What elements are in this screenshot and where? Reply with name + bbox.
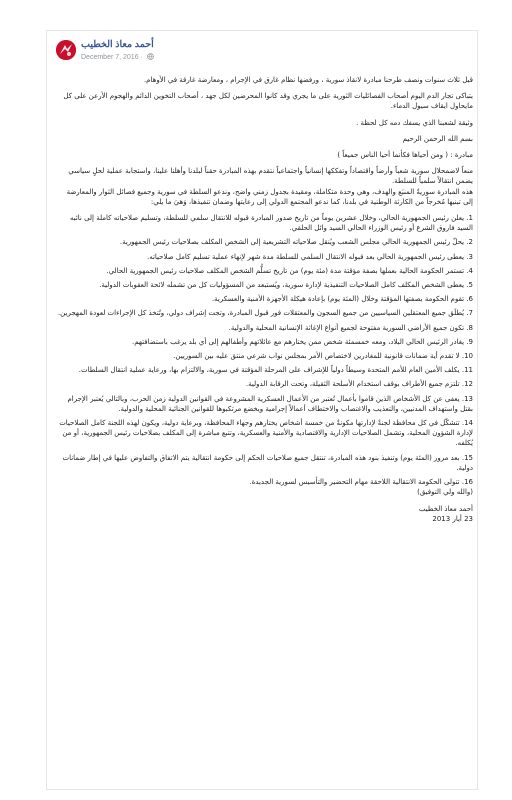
initiative-item: 5. يعطى الشخص المكلف كامل الصلاحيات التنفيذية لإدارة سورية، ويُستبعد من المسؤوليات كل من تشمله لائحة العقوبات الدولية. xyxy=(99,281,473,290)
initiative-item: 4. تستمر الحكومة الحالية بعملها بصفة مؤقتة مدة (مئة يوم) من تاريخ تسلُّم الشخص المكلف صلاحيات رئيس الجمهورية الحالي. xyxy=(106,266,473,275)
intro-paragraph-3: وثيقة لشعبنا الذي يسفك دمه كل لحظة . xyxy=(356,118,473,127)
initiative-item: 11. يكلف الأمين العام للأمم المتحدة وسيطاً دولياً للإشراف على المرحلة المؤقتة في سورية، والالتزام بها، ورعاية عملية انتقال السلطات. xyxy=(78,366,473,375)
author-avatar[interactable] xyxy=(56,40,76,60)
post-meta: December 7, 2016 · xyxy=(81,53,154,61)
author-name[interactable]: أحمد معاذ الخطيب xyxy=(81,39,154,50)
initiative-item: 6. تقوم الحكومة بصفتها المؤقتة وخلال (المئة يوم) بإعادة هيكلة الأجهزة الأمنية والعسكرية. xyxy=(211,295,473,304)
initiative-item: 3. يعطى رئيس الجمهورية الحالي بعد قبوله الانتقال السلمي للسلطة مدة شهر لإنهاء عملية تسليم كامل صلاحياته. xyxy=(146,252,473,261)
initiative-item: 7. يُطلَق جميع المعتقلين السياسيين من جميع السجون والمعتقلات فور قبول المبادرة، وتجت إشراف دولي، وتُتخذ كل الإجراءات لعودة المهجرين. xyxy=(57,309,473,318)
initiative-item: 15. بعد مرور (المئة يوم) وتنفيذ بنود هذه المبادرة، تنتقل جميع صلاحيات الحكم إلى حكومة انتقالية يتم الاتفاق والتفاوض عليها في إطار ضمانات دولية. xyxy=(62,453,473,472)
initiative-item: 16. تتولى الحكومة الانتقالية اللاحقة مهام التحضير والتأسيس لسورية الجديدة. xyxy=(249,478,473,487)
initiative-item: 10. لا تقدم أية ضمانات قانونية للمغادرين لاختصاص الأمر بمجلس نواب شرعي منتق عليه بين السوريين. xyxy=(173,352,473,361)
initiative-item: 2. يحلّ رئيس الجمهورية الحالي مجلس الشعب ويُنقل صلاحياته التشريعية إلى الشخص المكلف بصلاحيات رئيس الجمهورية. xyxy=(119,238,473,247)
signature-date: 23 أيار 2013 xyxy=(432,514,473,523)
initiative-item: 9. يغادر الرئيس الحالي البلاد، ومعه خمسمئة شخص ممن يختارهم مع عائلاتهم وأطفالهم إلى أي بلد يرغب باستضافتهم. xyxy=(132,337,473,346)
signature-name: أحمد معاذ الخطيب xyxy=(418,504,473,513)
signature xyxy=(55,504,473,524)
post-body xyxy=(55,75,473,524)
intro-paragraph-2: يتباكى تجار الدم اليوم أصحاب الفصائليات الثورية على ما يجري وقد كانوا المحرضين لكل جهد ، أصحاب التخوين الدائم والهجوم الأرعن على كل مايحاول ايقاف سيول الدماء. xyxy=(63,92,473,111)
preamble-paragraph-2: هذه المبادرة سوريةٌ المنبَع والهدف، وهي وحدة متكاملة، ومقيدة بجدول زمني واضح، وندعو السلطة في سورية وجميع فصائل الثوار والمعارضة إلى تبنيها مُخرجاً من الكارثة الوطنية في بلدنا، كما ندعو المجتمع الدولي إلى رعايتها وضمان تنفيذها، وَهيَ ما يلي: xyxy=(66,187,473,206)
post-date[interactable]: December 7, 2016 xyxy=(81,54,139,61)
initiative-item: 12. تلتزم جميع الأطراف بوقف استخدام الأسلحة الثقيلة، وتحت الرقابة الدولية. xyxy=(245,380,473,389)
preamble-paragraph-1: منعاً لاضمحلال سورية شعباً وأرضاً واقتصاداً وتفككها إنسانياً واجتماعياً نتقدم بهذه المبادرة حقناً لبلدنا وأهلنا علينا، واستجابة عملية لحلٍ سياسي يضمن انتقالاً سلمياً للسلطة. xyxy=(68,167,473,186)
initiative-item: 13. يعفى عن كل الأشخاص الذين قاموا بأعمال تُعتبر من الأعمال العسكرية المشروعة في القوانين الدولية زمن الحرب، وبالتالي يُعتبر الإجرام بقتل واستهداف المدنيين، والتعذيب والاغتصاب والاختطاف أعمالاً إجرامية ويخضع مرتكبوها للقوانين الجنائية المحلية والدولية. xyxy=(67,394,473,413)
initiative-title: مبادرة : ( ومن أحياها فكأنما أحيا الناس جميعاً ) xyxy=(337,151,473,160)
initiative-item: 1. يعلن رئيس الجمهورية الحالي، وخلال عشرين يوماً من تاريخ صدور المبادرة قبوله للانتقال سلمي للسلطة، وتسليم صلاحياته كاملة إلى نائبه السيد فاروق الشرع أو رئيس الوزراء الحالي السيد وائل الحلقي. xyxy=(69,214,473,233)
globe-icon xyxy=(147,53,154,60)
post-card xyxy=(46,30,478,790)
avatar-logo-icon xyxy=(56,40,76,60)
initiative-item: 8. تكون جميع الأراضي السورية مفتوحة لجميع أنواع الإغاثة الإنسانية المحلية والدولية. xyxy=(228,323,473,332)
post-header xyxy=(47,31,477,71)
intro-paragraph-1: قبل ثلاث سنوات ونصف طرحنا مبادرة لانقاذ سورية ، ورفضها نظام غارق في الإجرام ، ومعارضة غارقة في الأوهام. xyxy=(143,76,473,84)
basmala: بسم الله الرحمن الرحيم xyxy=(402,134,473,143)
closing-line: (والله ولي التوفيق) xyxy=(417,488,473,497)
initiative-item: 14. تتشكّل في كل محافظة لجنةٌ لإدارتها مكونةٌ من خمسة أشخاص يختارهم وجهاء المحافظة، وبرعاية دولية، ويكون لهذه اللجنة كامل الصلاحيات لإدارة الشؤون المحلية، وتشمل الصلاحيات الإدارية والاقتصادية والأمنية والعسكرية، وتتبع مباشرة إلى المكلف بصلاحيات رئيس الجمهورية، أو من يُكلفه. xyxy=(59,419,473,448)
